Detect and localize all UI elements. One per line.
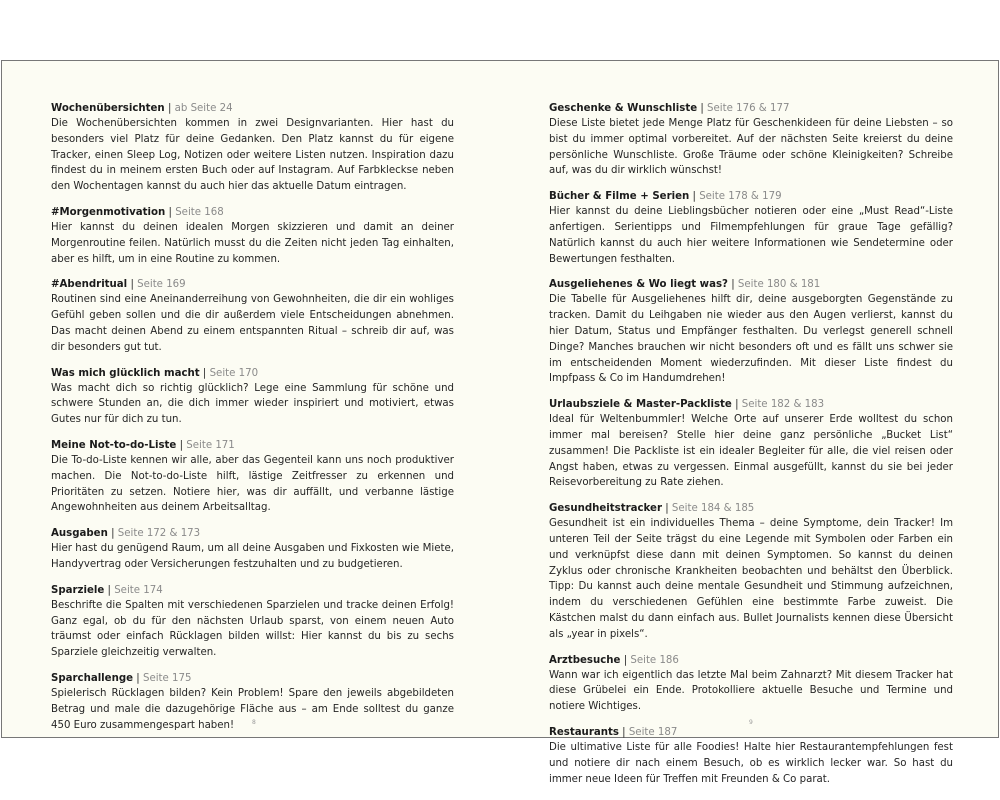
right-page xyxy=(549,101,953,797)
book-spread xyxy=(1,60,999,785)
page-reference: Seite 170 xyxy=(209,367,259,379)
page-reference: Seite 168 xyxy=(175,206,224,218)
section-ausgeliehenes xyxy=(549,277,953,387)
section-restaurants xyxy=(549,725,953,787)
page-reference: Seite 180 & 181 xyxy=(737,279,821,291)
section-sparziele xyxy=(51,583,454,661)
section-title: Arztbesuche xyxy=(549,654,621,666)
section-text: Routinen sind eine Aneinanderreihung von Gewohnheiten, die dir ein wohliges Gefühl geben sollen und die dir außerdem viele Entscheidungen abnehmen. Das macht deinen Abend zu einem entspannten Ritual – schreib dir auf, was dir besonders gut tut. xyxy=(51,294,454,353)
section-text: Wann war ich eigentlich das letzte Mal beim Zahnarzt? Mit diesem Tracker hat diese Grübelei ein Ende. Protokolliere aktuelle Besuche und Termine und notiere Wichtiges. xyxy=(549,669,953,713)
section-text: Die Tabelle für Ausgeliehenes hilft dir, deine ausgeborgten Gegenstände zu tracken. Damit du Leihgaben nie wieder aus den Augen verlierst, kannst du hier Datum, Status und Empfänger festhalten. Du verlegst generell schnell Dinge? Manches brauchen wir nicht besonders oft und es fällt uns schwer sie im entscheidenden Moment wiederzufinden. Mit dieser Liste findest du Impfpass & Co im Handumdrehen! xyxy=(549,294,953,385)
page-reference: Seite 184 & 185 xyxy=(671,503,755,515)
left-page-number: 8 xyxy=(252,719,256,726)
section-heading: #Morgenmotivation | Seite 168 xyxy=(51,206,224,218)
section-not-to-do xyxy=(51,438,454,516)
section-text: Hier kannst du deinen idealen Morgen skizzieren und damit an deiner Morgenroutine feilen. Natürlich musst du die Zeiten nicht jeden Tag einhalten, aber es hilft, um in eine Routine zu kommen. xyxy=(51,221,454,265)
section-title: Ausgeliehenes & Wo liegt was? xyxy=(549,279,728,291)
section-text: Spielerisch Rücklagen bilden? Kein Problem! Spare den jeweils abgebildeten Betrag und male die dazugehörige Fläche aus – am Ende solltest du ganze 450 Euro zusammengespart haben! xyxy=(51,687,454,731)
page-reference: Seite 178 & 179 xyxy=(699,191,782,203)
left-page xyxy=(51,101,454,743)
right-page-number: 9 xyxy=(749,719,753,726)
section-text: Die To-do-Liste kennen wir alle, aber das Gegenteil kann uns noch produktiver machen. Die Not-to-do-Liste hilft, lästige Zeitfresser zu erkennen und Prioritäten zu setzen. Notiere hier, was dir auffällt, und verbanne lästige Angewohnheiten aus deinem Arbeitsalltag. xyxy=(51,454,454,514)
section-title: Geschenke & Wunschliste xyxy=(549,103,698,114)
section-gluecklich xyxy=(51,366,454,428)
section-heading: Ausgaben | Seite 172 & 173 xyxy=(51,528,201,540)
section-heading: Wochenübersichten | ab Seite 24 xyxy=(51,103,233,114)
section-buecher-filme xyxy=(549,189,953,267)
page-reference: Seite 169 xyxy=(137,279,186,291)
section-text: Die Wochenübersichten kommen in zwei Designvarianten. Hier hast du besonders viel Platz für deine Gedanken. Den Platz kannst du für eigene Tracker, einen Sleep Log, Notizen oder weitere Listen nutzen. Inspiration dazu findest du in meinem ersten Buch oder auf Instagram. Auf Farbkleckse neben den Wochentagen kannst du auch hier das aktuelle Datum eintragen. xyxy=(51,118,454,193)
section-text: Beschrifte die Spalten mit verschiedenen Sparzielen und tracke deinen Erfolg! Ganz egal, ob du für den nächsten Urlaub sparst, von einem neuen Auto träumst oder einfach Rücklagen bilden willst: Hier kannst du bis zu sechs Sparziele gleichzeitig verwalten. xyxy=(51,599,454,659)
section-heading: Urlaubsziele & Master-Packliste | Seite 182 & 183 xyxy=(549,399,825,411)
section-text: Hier kannst du deine Lieblingsbücher notieren oder eine „Must Read“-Liste anfertigen. Serientipps und Filmempfehlungen für graue Tage gefällig? Natürlich kannst du auch hier weitere Informationen wie Sendetermine oder Bewertungen festhalten. xyxy=(549,206,953,265)
section-title: Bücher & Filme + Serien xyxy=(549,191,690,203)
page-reference: ab Seite 24 xyxy=(174,103,233,114)
section-text: Gesundheit ist ein individuelles Thema – deine Symptome, dein Tracker! Im unteren Teil der Seite trägst du eine Legende mit Symbolen oder Farben ein und verknüpfst diese dann mit deinen Symptomen. So kannst du deinen Zyklus oder chronische Krankheiten beobachten und behältst den Überblick. Tipp: Du kannst auch deine mentale Gesundheit und Stimmung aufzeichnen, indem du verschiedenen Gefühlen eine bestimmte Farbe zuweist. Die Kästchen malst du dann einfach aus. Bullet Journalists kennen diese Übersicht als „year in pixels“. xyxy=(549,518,953,640)
page-reference: Seite 186 xyxy=(630,654,679,666)
section-heading: Was mich glücklich macht | Seite 170 xyxy=(51,367,259,379)
section-text: Was macht dich so richtig glücklich? Lege eine Sammlung für schöne und schwere Stunden an, die dich immer wieder inspiriert und motiviert, etwas Gutes nur für dich zu tun. xyxy=(51,382,454,426)
section-title: Sparchallenge xyxy=(51,672,134,684)
section-text: Ideal für Weltenbummler! Welche Orte auf unserer Erde wolltest du schon immer mal bereisen? Stelle hier deine ganz persönliche „Bucket List“ zusammen! Die Packliste ist ein idealer Begleiter für alle, die viel reisen oder Angst haben, etwas zu vergessen. Einmal ausgefüllt, kannst du sie bei jeder Reisevorbereitung zu Rate ziehen. xyxy=(549,414,953,489)
section-heading: #Abendritual | Seite 169 xyxy=(51,279,186,291)
page-reference: Seite 182 & 183 xyxy=(741,399,825,411)
section-title: Was mich glücklich macht xyxy=(51,367,200,379)
section-wochenuebersichten xyxy=(51,101,454,195)
section-title: Gesundheitstracker xyxy=(549,503,662,515)
section-heading: Sparziele | Seite 174 xyxy=(51,584,163,596)
section-text: Diese Liste bietet jede Menge Platz für Geschenkideen für deine Liebsten – so bist du immer optimal vorbereitet. Auf der nächsten Seite kreierst du deine persönliche Wunschliste. Große Träume oder schöne Kleinigkeiten? Schreibe auf, was du dir wirklich wünschst! xyxy=(549,118,953,177)
page-reference: Seite 176 & 177 xyxy=(707,103,790,114)
section-title: Restaurants xyxy=(549,726,619,738)
section-title: Wochenübersichten xyxy=(51,103,165,114)
section-heading: Restaurants | Seite 187 xyxy=(549,726,678,738)
page-reference: Seite 175 xyxy=(142,672,192,684)
page-reference: Seite 171 xyxy=(186,439,235,451)
section-heading: Arztbesuche | Seite 186 xyxy=(549,654,679,666)
section-heading: Sparchallenge | Seite 175 xyxy=(51,672,192,684)
section-text: Die ultimative Liste für alle Foodies! Halte hier Restaurantempfehlungen fest und notiere dir nach einem Besuch, ob es wirklich lecker war. So hast du immer neue Ideen für Treffen mit Freunden & Co parat. xyxy=(549,741,953,785)
section-text: Hier hast du genügend Raum, um all deine Ausgaben und Fixkosten wie Miete, Handyvertrag oder Versicherungen festzuhalten und zu budgetieren. xyxy=(51,543,454,570)
section-heading: Gesundheitstracker | Seite 184 & 185 xyxy=(549,503,755,515)
section-heading: Bücher & Filme + Serien | Seite 178 & 179 xyxy=(549,191,782,203)
section-title: Ausgaben xyxy=(51,528,108,540)
section-title: #Morgenmotivation xyxy=(51,206,166,218)
section-morgenmotivation xyxy=(51,205,454,267)
section-title: #Abendritual xyxy=(51,279,128,291)
section-ausgaben xyxy=(51,526,454,573)
section-abendritual xyxy=(51,277,454,355)
section-urlaubsziele xyxy=(549,397,953,491)
section-title: Urlaubsziele & Master-Packliste xyxy=(549,399,732,411)
section-heading: Meine Not-to-do-Liste | Seite 171 xyxy=(51,439,235,451)
section-geschenke xyxy=(549,101,953,179)
page-reference: Seite 172 & 173 xyxy=(117,528,201,540)
section-heading: Geschenke & Wunschliste | Seite 176 & 177 xyxy=(549,103,790,114)
page-reference: Seite 187 xyxy=(628,726,678,738)
page-reference: Seite 174 xyxy=(114,584,163,596)
section-title: Meine Not-to-do-Liste xyxy=(51,439,177,451)
section-gesundheitstracker xyxy=(549,501,953,642)
section-arztbesuche xyxy=(549,653,953,715)
section-heading: Ausgeliehenes & Wo liegt was? | Seite 180 & 181 xyxy=(549,279,821,291)
section-title: Sparziele xyxy=(51,584,105,596)
